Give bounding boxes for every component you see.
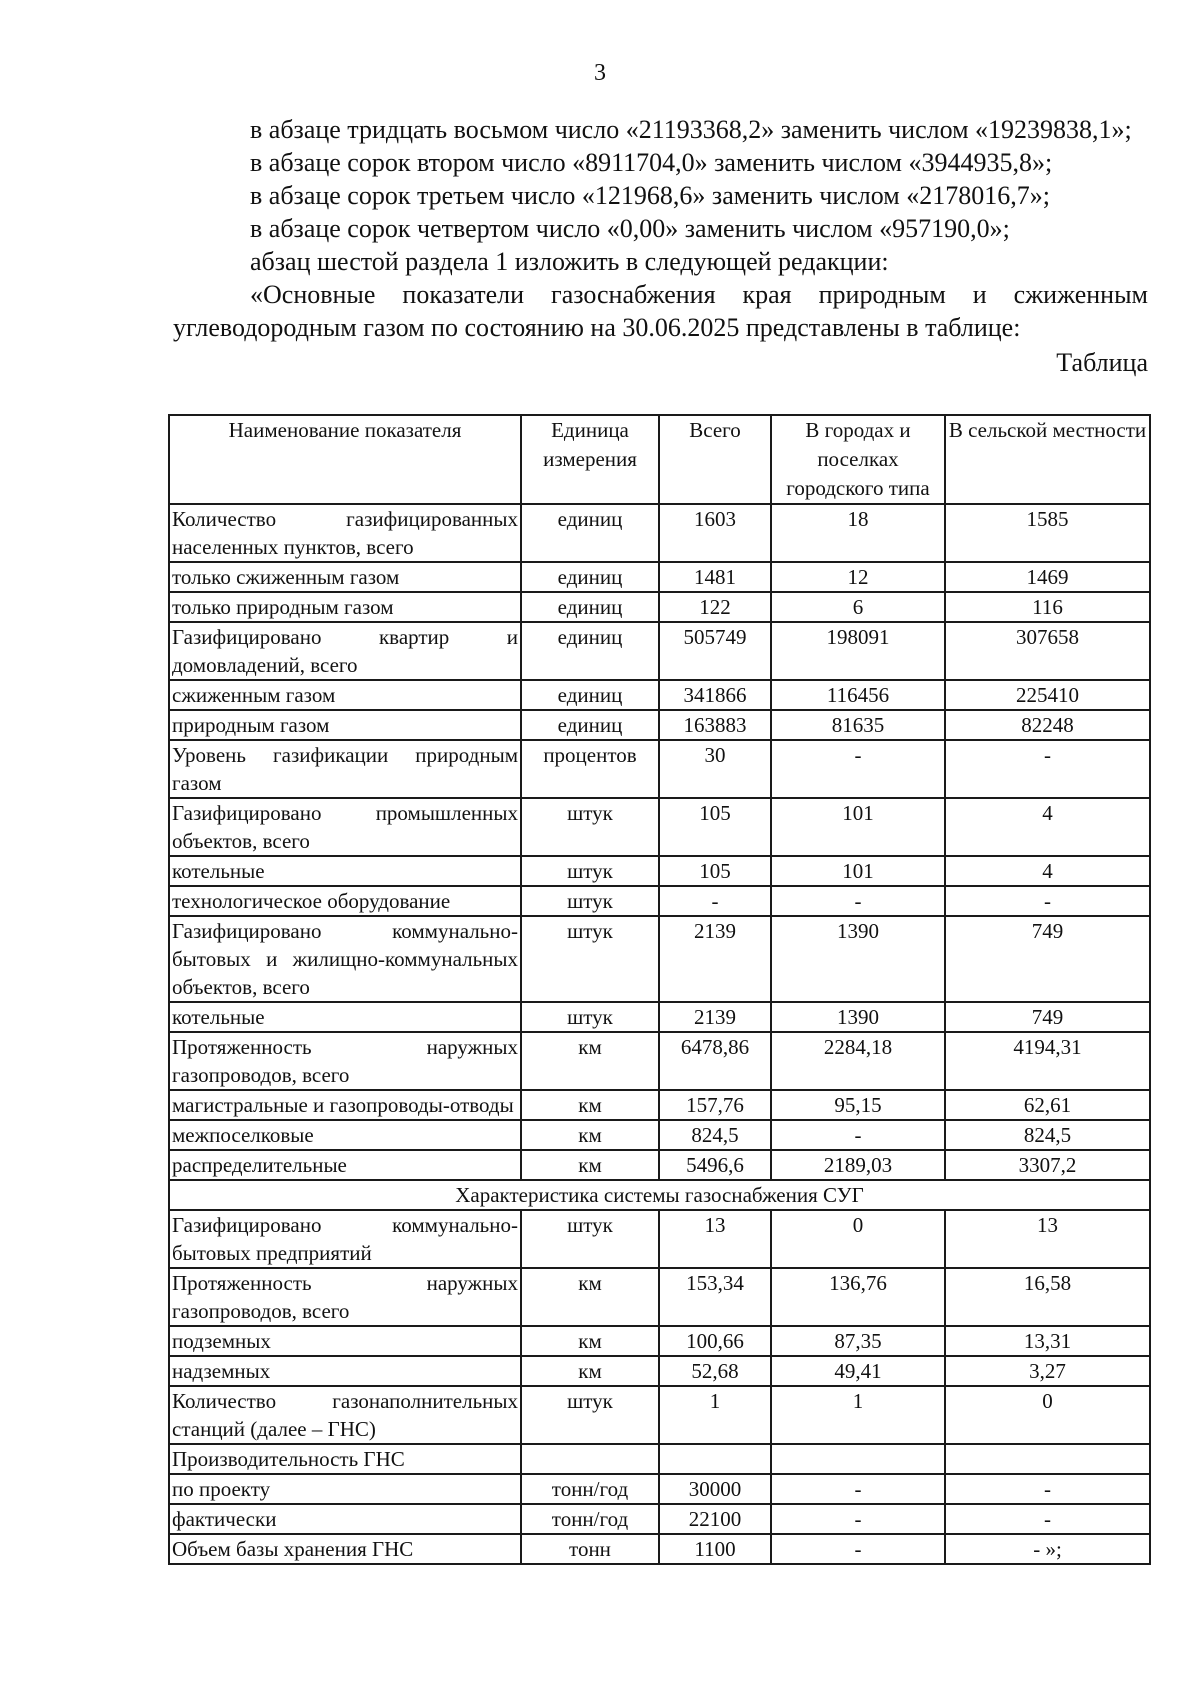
table-row bbox=[169, 1356, 1150, 1386]
cell-urban: 101 bbox=[771, 798, 945, 856]
cell-urban: 198091 bbox=[771, 622, 945, 680]
cell-urban: 12 bbox=[771, 562, 945, 592]
cell-urban: - bbox=[771, 1504, 945, 1534]
cell-unit: процентов bbox=[521, 740, 659, 798]
cell-urban: 81635 bbox=[771, 710, 945, 740]
cell-urban: 101 bbox=[771, 856, 945, 886]
cell-total: 13 bbox=[659, 1210, 771, 1268]
cell-urban: 18 bbox=[771, 504, 945, 562]
cell-indicator-name: Количество газонаполнительных станций (далее – ГНС) bbox=[169, 1386, 521, 1444]
table-caption: Таблица bbox=[1056, 348, 1148, 377]
table-row bbox=[169, 856, 1150, 886]
table-row bbox=[169, 1474, 1150, 1504]
cell-rural: - bbox=[945, 740, 1150, 798]
cell-rural: - bbox=[945, 1474, 1150, 1504]
cell-indicator-name: Количество газифицированных населенных пунктов, всего bbox=[169, 504, 521, 562]
cell-total: 824,5 bbox=[659, 1120, 771, 1150]
cell-urban: 2189,03 bbox=[771, 1150, 945, 1180]
cell-rural bbox=[945, 1444, 1150, 1474]
table-row bbox=[169, 798, 1150, 856]
cell-urban: - bbox=[771, 1474, 945, 1504]
cell-indicator-name: подземных bbox=[169, 1326, 521, 1356]
cell-indicator-name: только сжиженным газом bbox=[169, 562, 521, 592]
table-row bbox=[169, 886, 1150, 916]
paragraph: в абзаце тридцать восьмом число «21193368,2» заменить числом «19239838,1»; bbox=[250, 115, 1132, 144]
table-header-row bbox=[169, 415, 1150, 504]
cell-unit: штук bbox=[521, 856, 659, 886]
cell-rural: 307658 bbox=[945, 622, 1150, 680]
cell-total: 52,68 bbox=[659, 1356, 771, 1386]
table-row bbox=[169, 504, 1150, 562]
cell-unit: штук bbox=[521, 798, 659, 856]
cell-unit: единиц bbox=[521, 592, 659, 622]
cell-rural: 4 bbox=[945, 856, 1150, 886]
table-row bbox=[169, 1090, 1150, 1120]
cell-total: 2139 bbox=[659, 1002, 771, 1032]
cell-total: 105 bbox=[659, 798, 771, 856]
cell-indicator-name: Газифицировано коммунально-бытовых и жилищно-коммунальных объектов, всего bbox=[169, 916, 521, 1002]
cell-unit: тонн/год bbox=[521, 1504, 659, 1534]
cell-unit: км bbox=[521, 1032, 659, 1090]
cell-indicator-name: Уровень газификации природным газом bbox=[169, 740, 521, 798]
cell-indicator-name: котельные bbox=[169, 1002, 521, 1032]
cell-total: 5496,6 bbox=[659, 1150, 771, 1180]
cell-rural: 13 bbox=[945, 1210, 1150, 1268]
cell-rural: 3,27 bbox=[945, 1356, 1150, 1386]
cell-indicator-name: Протяженность наружных газопроводов, всего bbox=[169, 1268, 521, 1326]
table-row bbox=[169, 916, 1150, 1002]
cell-urban: 6 bbox=[771, 592, 945, 622]
cell-rural: 225410 bbox=[945, 680, 1150, 710]
table-row bbox=[169, 592, 1150, 622]
cell-rural: 749 bbox=[945, 916, 1150, 1002]
cell-rural: 16,58 bbox=[945, 1268, 1150, 1326]
cell-rural: 0 bbox=[945, 1386, 1150, 1444]
cell-rural: 1585 bbox=[945, 504, 1150, 562]
cell-rural: 824,5 bbox=[945, 1120, 1150, 1150]
cell-unit: штук bbox=[521, 916, 659, 1002]
table-row bbox=[169, 1444, 1150, 1474]
cell-urban: - bbox=[771, 1120, 945, 1150]
cell-urban: - bbox=[771, 740, 945, 798]
header-urban: В городах и поселках городского типа bbox=[771, 415, 945, 504]
cell-unit: штук bbox=[521, 886, 659, 916]
cell-unit: км bbox=[521, 1356, 659, 1386]
cell-indicator-name: по проекту bbox=[169, 1474, 521, 1504]
cell-total: 1100 bbox=[659, 1534, 771, 1564]
cell-rural: 116 bbox=[945, 592, 1150, 622]
cell-unit: тонн/год bbox=[521, 1474, 659, 1504]
table-row bbox=[169, 562, 1150, 592]
paragraph: в абзаце сорок четвертом число «0,00» заменить числом «957190,0»; bbox=[250, 214, 1010, 243]
cell-total bbox=[659, 1444, 771, 1474]
cell-indicator-name: технологическое оборудование bbox=[169, 886, 521, 916]
cell-indicator-name: котельные bbox=[169, 856, 521, 886]
cell-unit: штук bbox=[521, 1002, 659, 1032]
cell-indicator-name: Протяженность наружных газопроводов, всего bbox=[169, 1032, 521, 1090]
page-number: 3 bbox=[594, 60, 606, 86]
header-name: Наименование показателя bbox=[169, 415, 521, 504]
cell-rural: 3307,2 bbox=[945, 1150, 1150, 1180]
table-body bbox=[169, 504, 1150, 1564]
cell-rural: - »; bbox=[945, 1534, 1150, 1564]
cell-indicator-name: межпоселковые bbox=[169, 1120, 521, 1150]
cell-urban: 1390 bbox=[771, 1002, 945, 1032]
table-row bbox=[169, 1326, 1150, 1356]
cell-total: 122 bbox=[659, 592, 771, 622]
cell-urban: 1 bbox=[771, 1386, 945, 1444]
cell-unit bbox=[521, 1444, 659, 1474]
header-unit: Единица измерения bbox=[521, 415, 659, 504]
cell-unit: единиц bbox=[521, 680, 659, 710]
cell-urban: 87,35 bbox=[771, 1326, 945, 1356]
cell-total: 105 bbox=[659, 856, 771, 886]
table-row bbox=[169, 1210, 1150, 1268]
paragraph: «Основные показатели газоснабжения края природным и сжиженным углеводородным газом по состоянию на 30.06.2025 представлены в таблице: bbox=[173, 280, 1148, 342]
cell-unit: тонн bbox=[521, 1534, 659, 1564]
cell-urban: 49,41 bbox=[771, 1356, 945, 1386]
cell-total: 22100 bbox=[659, 1504, 771, 1534]
table-row bbox=[169, 1120, 1150, 1150]
cell-indicator-name: Газифицировано промышленных объектов, всего bbox=[169, 798, 521, 856]
cell-unit: единиц bbox=[521, 504, 659, 562]
paragraph: в абзаце сорок третьем число «121968,6» заменить числом «2178016,7»; bbox=[250, 181, 1050, 210]
cell-unit: км bbox=[521, 1090, 659, 1120]
table-row bbox=[169, 710, 1150, 740]
cell-urban bbox=[771, 1444, 945, 1474]
cell-total: 157,76 bbox=[659, 1090, 771, 1120]
cell-urban: 116456 bbox=[771, 680, 945, 710]
cell-urban: 1390 bbox=[771, 916, 945, 1002]
table-row bbox=[169, 740, 1150, 798]
cell-total: 2139 bbox=[659, 916, 771, 1002]
paragraph: абзац шестой раздела 1 изложить в следующей редакции: bbox=[250, 247, 889, 276]
cell-indicator-name: фактически bbox=[169, 1504, 521, 1534]
cell-urban: 136,76 bbox=[771, 1268, 945, 1326]
cell-urban: - bbox=[771, 1534, 945, 1564]
cell-urban: 2284,18 bbox=[771, 1032, 945, 1090]
cell-total: 100,66 bbox=[659, 1326, 771, 1356]
table-row bbox=[169, 1268, 1150, 1326]
cell-unit: км bbox=[521, 1326, 659, 1356]
cell-total: 505749 bbox=[659, 622, 771, 680]
cell-total: 341866 bbox=[659, 680, 771, 710]
cell-rural: 82248 bbox=[945, 710, 1150, 740]
cell-unit: км bbox=[521, 1268, 659, 1326]
section-row bbox=[169, 1180, 1150, 1210]
cell-indicator-name: распределительные bbox=[169, 1150, 521, 1180]
table-row bbox=[169, 1504, 1150, 1534]
cell-indicator-name: Газифицировано коммунально-бытовых предприятий bbox=[169, 1210, 521, 1268]
table-row bbox=[169, 1032, 1150, 1090]
cell-urban: 95,15 bbox=[771, 1090, 945, 1120]
cell-total: 6478,86 bbox=[659, 1032, 771, 1090]
cell-total: 1481 bbox=[659, 562, 771, 592]
section-title: Характеристика системы газоснабжения СУГ bbox=[169, 1180, 1150, 1210]
cell-total: 153,34 bbox=[659, 1268, 771, 1326]
cell-indicator-name: надземных bbox=[169, 1356, 521, 1386]
cell-unit: км bbox=[521, 1150, 659, 1180]
cell-indicator-name: Газифицировано квартир и домовладений, всего bbox=[169, 622, 521, 680]
cell-indicator-name: Производительность ГНС bbox=[169, 1444, 521, 1474]
cell-rural: - bbox=[945, 1504, 1150, 1534]
paragraph: в абзаце сорок втором число «8911704,0» заменить числом «3944935,8»; bbox=[250, 148, 1053, 177]
gas-supply-table bbox=[168, 414, 1151, 1565]
cell-indicator-name: только природным газом bbox=[169, 592, 521, 622]
cell-unit: единиц bbox=[521, 562, 659, 592]
cell-rural: 4194,31 bbox=[945, 1032, 1150, 1090]
cell-total: 1 bbox=[659, 1386, 771, 1444]
cell-urban: 0 bbox=[771, 1210, 945, 1268]
table-row bbox=[169, 1386, 1150, 1444]
cell-total: 30 bbox=[659, 740, 771, 798]
cell-unit: км bbox=[521, 1120, 659, 1150]
cell-total: - bbox=[659, 886, 771, 916]
cell-rural: 62,61 bbox=[945, 1090, 1150, 1120]
cell-rural: 749 bbox=[945, 1002, 1150, 1032]
header-total: Всего bbox=[659, 415, 771, 504]
cell-unit: единиц bbox=[521, 710, 659, 740]
cell-total: 30000 bbox=[659, 1474, 771, 1504]
cell-indicator-name: сжиженным газом bbox=[169, 680, 521, 710]
table-row bbox=[169, 1150, 1150, 1180]
cell-indicator-name: природным газом bbox=[169, 710, 521, 740]
cell-indicator-name: магистральные и газопроводы-отводы bbox=[169, 1090, 521, 1120]
cell-total: 1603 bbox=[659, 504, 771, 562]
cell-rural: 4 bbox=[945, 798, 1150, 856]
cell-rural: 1469 bbox=[945, 562, 1150, 592]
header-rural: В сельской местности bbox=[945, 415, 1150, 504]
table-row bbox=[169, 622, 1150, 680]
cell-total: 163883 bbox=[659, 710, 771, 740]
table-row bbox=[169, 1534, 1150, 1564]
cell-rural: 13,31 bbox=[945, 1326, 1150, 1356]
cell-urban: - bbox=[771, 886, 945, 916]
amendment-text bbox=[173, 113, 1148, 379]
cell-unit: единиц bbox=[521, 622, 659, 680]
table-row bbox=[169, 1002, 1150, 1032]
cell-rural: - bbox=[945, 886, 1150, 916]
cell-unit: штук bbox=[521, 1210, 659, 1268]
cell-indicator-name: Объем базы хранения ГНС bbox=[169, 1534, 521, 1564]
cell-unit: штук bbox=[521, 1386, 659, 1444]
table-row bbox=[169, 680, 1150, 710]
